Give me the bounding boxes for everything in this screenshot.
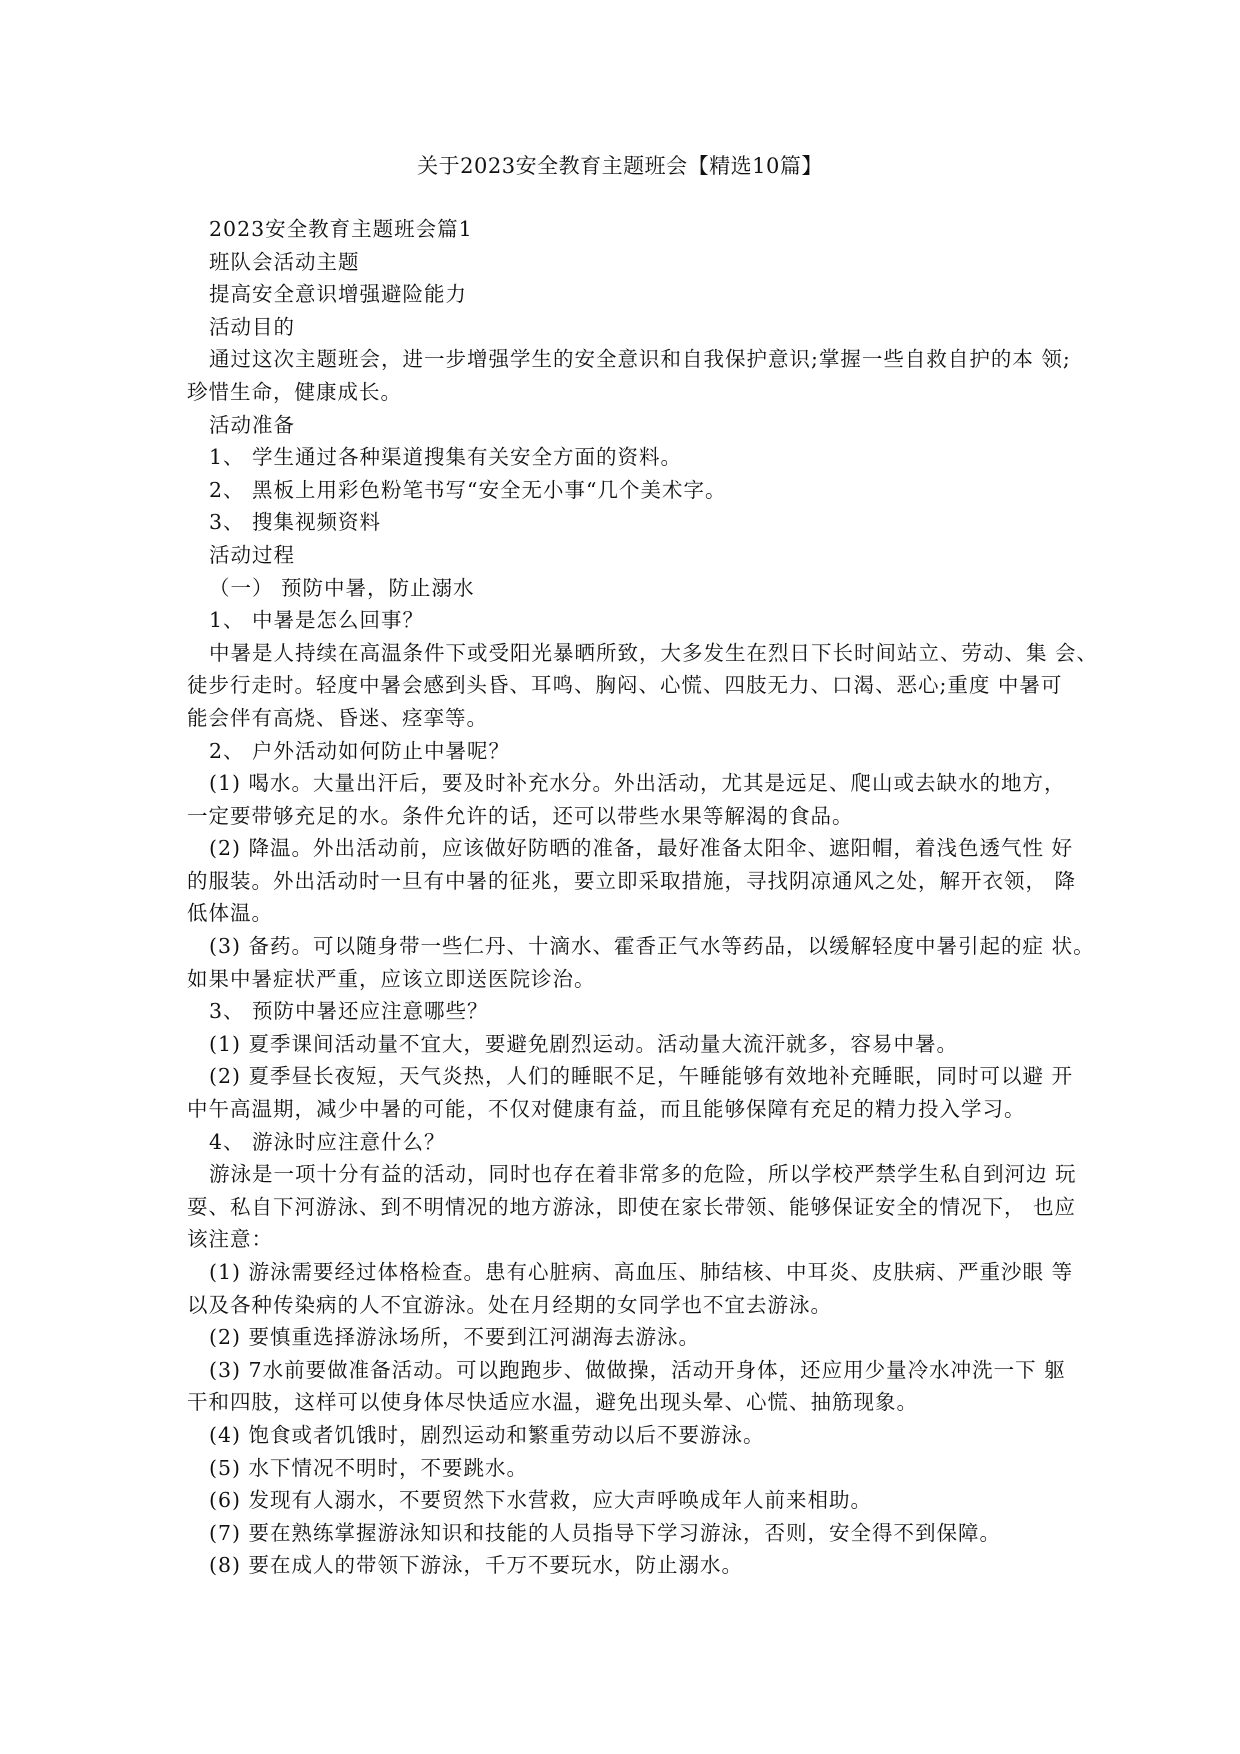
text-line: 2、 户外活动如何防止中暑呢？: [209, 738, 511, 763]
text-line: (1) 游泳需要经过体格检查。患有心脏病、高血压、肺结核、中耳炎、皮肤病、严重沙眼 等: [209, 1260, 1074, 1284]
text-line: (8) 要在成人的带领下游泳，千万不要玩水，防止溺水。: [209, 1553, 744, 1578]
text-line: 以及各种传染病的人不宜游泳。处在月经期的女同学也不宜去游泳。: [187, 1292, 832, 1317]
text-line: 耍、私自下河游泳、到不明情况的地方游泳，即使在家长带领、能够保证安全的情况下， 也应: [187, 1194, 1077, 1219]
text-line: (4) 饱食或者饥饿时，剧烈运动和繁重劳动以后不要游泳。: [209, 1422, 765, 1447]
text-line: 中暑是人持续在高温条件下或受阳光暴晒所致，大多发生在烈日下长时间站立、劳动、集 会、: [209, 640, 1099, 665]
text-line: (7) 要在熟练掌握游泳知识和技能的人员指导下学习游泳，否则，安全得不到保障。: [209, 1520, 1002, 1545]
text-line: 班队会活动主题: [209, 249, 360, 274]
text-line: (6) 发现有人溺水，不要贸然下水营救，应大声呼唤成年人前来相助。: [209, 1488, 873, 1513]
text-line: 一定要带够充足的水。条件允许的话，还可以带些水果等解渴的食品。: [187, 803, 854, 828]
text-line: (3) 7水前要做准备活动。可以跑跑步、做做操，活动开身体，还应用少量冷水冲洗一下 躯: [209, 1357, 1066, 1382]
document-body: [187, 213, 1099, 1582]
text-line: 中午高温期，减少中暑的可能，不仅对健康有益，而且能够保障有充足的精力投入学习。: [187, 1097, 1026, 1122]
text-line: 4、 游泳时应注意什么？: [209, 1129, 446, 1154]
text-line: 如果中暑症状严重，应该立即送医院诊治。: [187, 966, 596, 991]
text-line: 游泳是一项十分有益的活动，同时也存在着非常多的危险，所以学校严禁学生私自到河边 玩: [209, 1162, 1077, 1187]
text-line: (2) 降温。外出活动前，应该做好防晒的准备，最好准备太阳伞、遮阳帽，着浅色透气性 好: [209, 836, 1074, 861]
text-line: (1) 夏季课间活动量不宜大，要避免剧烈运动。活动量大流汗就多，容易中暑。: [209, 1031, 959, 1056]
text-line: 能会伴有高烧、昏迷、痉挛等。: [187, 705, 488, 730]
text-line: 1、 中暑是怎么回事？: [209, 608, 425, 633]
text-line: 活动准备: [209, 412, 295, 437]
text-line: (1) 喝水。大量出汗后，要及时补充水分。外出活动，尤其是远足、爬山或去缺水的地方，: [209, 771, 1066, 796]
text-line: 徒步行走时。轻度中暑会感到头昏、耳鸣、胸闷、心慌、四肢无力、口渴、恶心;重度 中暑可: [187, 673, 1063, 698]
text-line: 提高安全意识增强避险能力: [209, 282, 467, 307]
text-line: 2023安全教育主题班会篇1: [209, 217, 473, 241]
text-line: 该注意：: [187, 1227, 273, 1252]
text-line: 1、 学生通过各种渠道搜集有关安全方面的资料。: [209, 445, 683, 470]
text-line: 活动过程: [209, 542, 295, 567]
text-line: 低体温。: [187, 901, 273, 926]
text-line: 2、 黑板上用彩色粉笔书写“安全无小事“几个美术字。: [209, 477, 727, 502]
text-line: (2) 夏季昼长夜短，天气炎热，人们的睡眠不足，午睡能够有效地补充睡眠，同时可以避 开: [209, 1064, 1074, 1089]
text-line: 珍惜生命，健康成长。: [187, 379, 402, 404]
text-line: 通过这次主题班会，进一步增强学生的安全意识和自我保护意识;掌握一些自救自护的本 领;: [209, 347, 1071, 372]
text-line: 干和四肢，这样可以使身体尽快适应水温，避免出现头晕、心慌、抽筋现象。: [187, 1390, 918, 1415]
document-title: 关于2023安全教育主题班会【精选10篇】: [417, 154, 823, 178]
text-line: 的服装。外出活动时一旦有中暑的征兆，要立即采取措施，寻找阴凉通风之处，解开衣领， 降: [187, 868, 1077, 893]
text-line: 活动目的: [209, 314, 295, 339]
text-line: （一） 预防中暑，防止溺水: [209, 575, 475, 600]
text-line: 3、 预防中暑还应注意哪些？: [209, 999, 489, 1024]
text-line: (2) 要慎重选择游泳场所，不要到江河湖海去游泳。: [209, 1325, 701, 1350]
text-line: (5) 水下情况不明时，不要跳水。: [209, 1455, 529, 1480]
text-line: (3) 备药。可以随身带一些仁丹、十滴水、霍香正气水等药品，以缓解轻度中暑引起的症 状。: [209, 934, 1095, 959]
text-line: 3、 搜集视频资料: [209, 510, 382, 535]
